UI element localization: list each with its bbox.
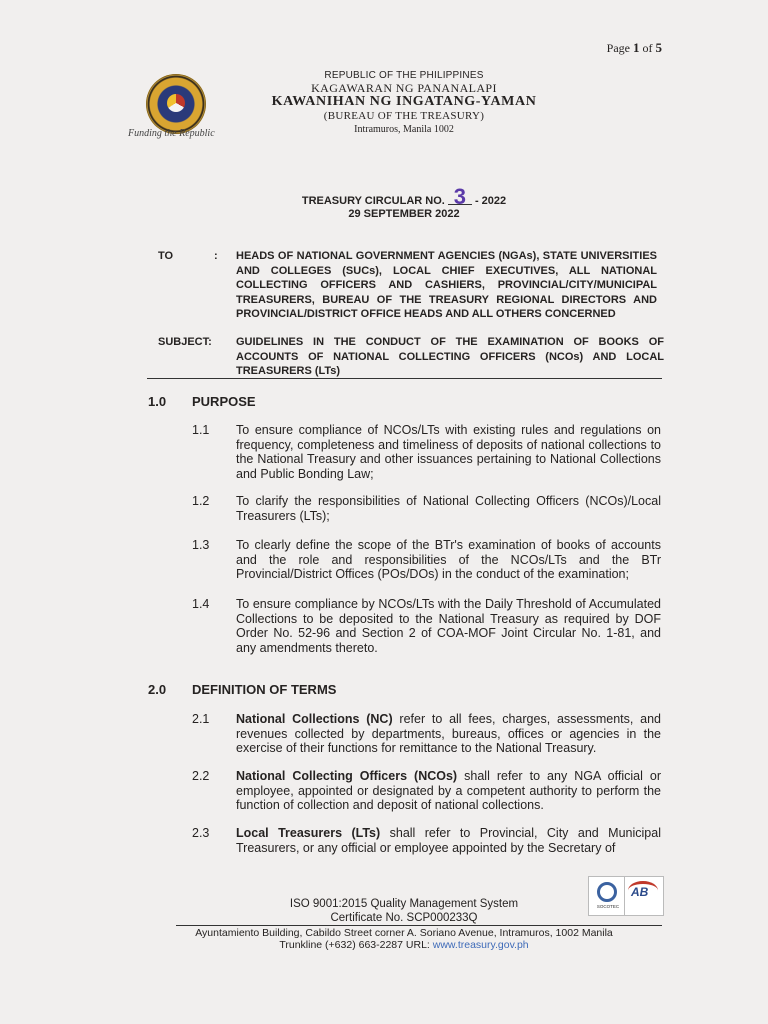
definition-text: refer to all fees, charges, assessments, and revenues collected by departments, bureaus, offices or agencies in the exercise of their functions for remittance to the National Treasury. bbox=[236, 712, 661, 756]
item-text: To ensure compliance by NCOs/LTs with the Daily Threshold of Accumulated Collections to be deposited to the National Treasury as required by DOF Order No. 52-96 and Section 2 of COA-MOF Joint Circular No. 1-81, and any amendments thereto. bbox=[236, 597, 661, 655]
letterhead-department: KAGAWARAN NG PANANALAPI bbox=[311, 81, 497, 95]
subject-text: GUIDELINES IN THE CONDUCT OF THE EXAMINATION OF BOOKS OF ACCOUNTS OF NATIONAL COLLECTING OFFICERS (NCOs) AND LOCAL TREASURERS (LTs) bbox=[236, 336, 664, 378]
footer-address: Ayuntamiento Building, Cabildo Street corner A. Soriano Avenue, Intramuros, 1002 Manila bbox=[195, 927, 613, 939]
page-number: Page 1 of 5 bbox=[606, 40, 662, 55]
header-divider bbox=[147, 378, 662, 379]
footer-contact: Trunkline (+632) 663-2287 URL: www.treasury.gov.ph bbox=[279, 939, 529, 951]
definition bbox=[236, 769, 661, 813]
letterhead-address: Intramuros, Manila 1002 bbox=[354, 124, 454, 135]
socotec-certification-logo: SOCOTEC bbox=[588, 876, 628, 916]
iso-statement: ISO 9001:2015 Quality Management System bbox=[289, 898, 519, 910]
definition-term: Local Treasurers (LTs) bbox=[236, 826, 381, 840]
section-title: PURPOSE bbox=[192, 394, 256, 409]
item-number: 1.2 bbox=[192, 494, 210, 508]
circular-date: 29 SEPTEMBER 2022 bbox=[348, 208, 460, 220]
definition-term: National Collecting Officers (NCOs) bbox=[236, 769, 458, 783]
item-number: 2.2 bbox=[192, 769, 210, 783]
letterhead-bureau-english: (BUREAU OF THE TREASURY) bbox=[323, 110, 485, 122]
tagline: Funding the Republic bbox=[128, 128, 215, 139]
item-text: To clearly define the scope of the BTr's examination of books of accounts and the role and responsibilities of the NCOs/LTs and the BTr Provincial/District Offices (POs/DOs) in the conduct of the examination; bbox=[236, 538, 661, 582]
to-label: TO bbox=[158, 250, 174, 262]
circular-title: TREASURY CIRCULAR NO. 3 - 2022 bbox=[301, 184, 507, 209]
item-number: 2.1 bbox=[192, 712, 210, 726]
item-text: To clarify the responsibilities of National Collecting Officers (NCOs)/Local Treasurers (LTs); bbox=[236, 494, 661, 523]
footer-divider bbox=[176, 925, 662, 926]
item-number: 1.4 bbox=[192, 597, 210, 611]
item-number: 2.3 bbox=[192, 826, 210, 840]
iso-certificate: Certificate No. SCP000233Q bbox=[330, 912, 478, 924]
item-number: 1.1 bbox=[192, 423, 210, 437]
definition-text: shall refer to Provincial, City and Municipal Treasurers, or any official or employee appointed by the Secretary of bbox=[236, 826, 661, 855]
section-number: 1.0 bbox=[148, 394, 167, 409]
letterhead-republic: REPUBLIC OF THE PHILIPPINES bbox=[324, 70, 484, 81]
website-link[interactable]: www.treasury.gov.ph bbox=[432, 939, 529, 951]
item-text: To ensure compliance of NCOs/LTs with existing rules and regulations on frequency, completeness and timeliness of deposits of national collections to the National Treasury and other issuances pertaining to National Collections and Public Bonding Law; bbox=[236, 423, 661, 481]
definition bbox=[236, 826, 661, 855]
definition bbox=[236, 712, 661, 756]
to-recipients: HEADS OF NATIONAL GOVERNMENT AGENCIES (NGAs), STATE UNIVERSITIES AND COLLEGES (SUCs), LOCAL CHIEF EXECUTIVES, ALL NATIONAL COLLECTING OFFICERS AND CASHIERS, PROVINCIAL/CITY/MUNICIPAL TREASURERS, BUREAU OF THE TREASURY REGIONAL DIRECTORS AND PROVINCIAL/DISTRICT OFFICE HEADS AND ALL OTHERS CONCERNED bbox=[236, 250, 657, 321]
definition-text: shall refer to any NGA official or employee, appointed or designated by a competent authority to perform the function of collection and deposit of national collections. bbox=[236, 769, 661, 813]
section-title: DEFINITION OF TERMS bbox=[192, 682, 337, 697]
to-colon: : bbox=[214, 250, 218, 262]
pab-accreditation-logo: AB bbox=[624, 876, 664, 916]
circular-number: 3 bbox=[448, 190, 472, 205]
subject-label: SUBJECT: bbox=[158, 336, 212, 348]
section-number: 2.0 bbox=[148, 682, 167, 697]
definition-term: National Collections (NC) bbox=[236, 712, 393, 726]
item-number: 1.3 bbox=[192, 538, 210, 552]
letterhead-bureau: KAWANIHAN NG INGATANG-YAMAN bbox=[271, 94, 537, 109]
